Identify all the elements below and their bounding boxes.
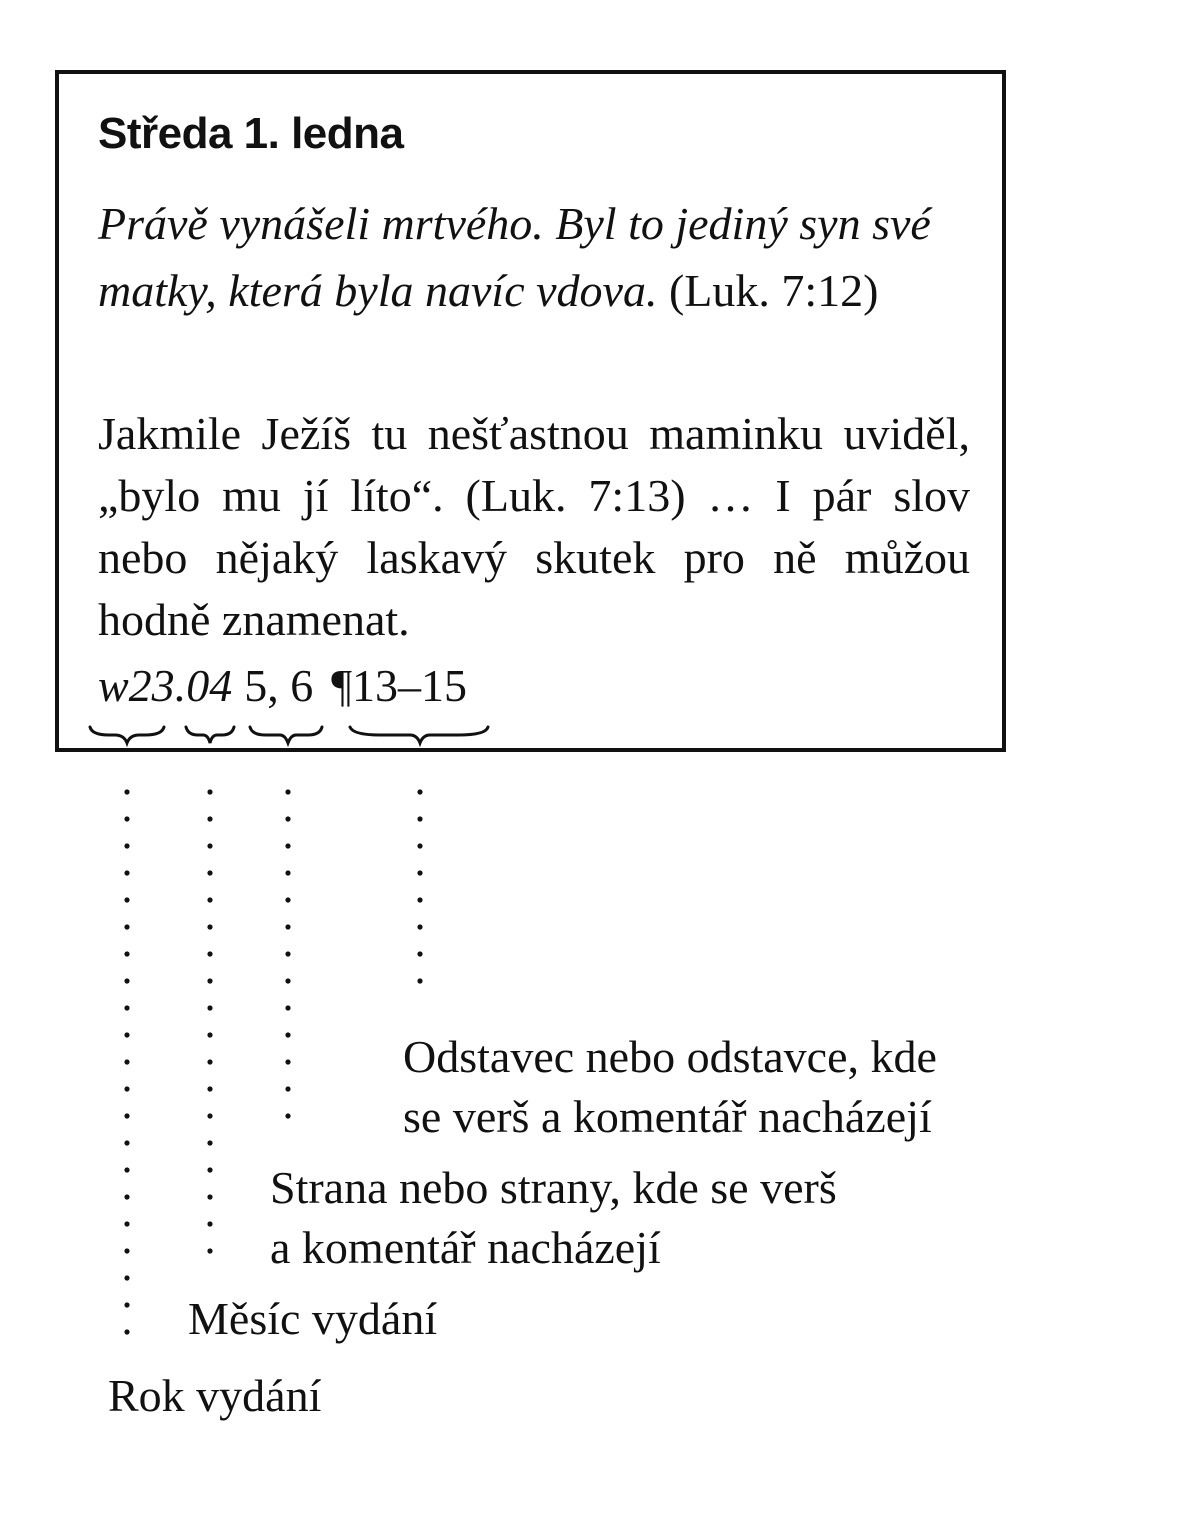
verse-citation: (Luk. 7:12) <box>668 265 879 316</box>
month-label: Měsíc vydání <box>188 1293 438 1344</box>
pages-leader <box>285 789 290 1118</box>
year-brace <box>90 727 164 743</box>
verse-text: Právě vynášeli mrtvého. Byl to jediný syn své matky, která byla navíc vdova. <box>98 198 931 316</box>
ref-month: .04 <box>174 660 233 711</box>
paragraph-label-line: se verš a komentář nacházejí <box>403 1091 932 1142</box>
month-leader <box>207 789 212 1253</box>
page-label-line: Strana nebo strany, kde se verš <box>270 1162 837 1213</box>
ref-year: w23 <box>98 660 175 711</box>
year-label: Rok vydání <box>108 1370 322 1421</box>
date-heading: Středa 1. ledna <box>98 109 404 158</box>
pages-brace <box>250 727 322 743</box>
paragraph-label-line: Odstavec nebo odstavce, kde <box>403 1031 937 1082</box>
commentary-text: Jakmile Ježíš tu nešťastnou maminku uviděl, „bylo mu jí líto“. (Luk. 7:13) … I pár slov nebo nějaký laskavý skutek pro ně můžou hodně znamenat. <box>98 408 970 645</box>
ref-paragraphs: ¶13–15 <box>331 660 468 711</box>
year-leader <box>124 789 129 1334</box>
ref-pages: 5, 6 <box>244 660 314 711</box>
paragraphs-brace <box>350 727 488 743</box>
page-label <box>270 1158 837 1278</box>
paragraph-label <box>403 1027 937 1147</box>
month-brace <box>186 727 234 743</box>
page-label-line: a komentář nacházejí <box>270 1222 661 1273</box>
paragraphs-leader <box>417 789 422 983</box>
